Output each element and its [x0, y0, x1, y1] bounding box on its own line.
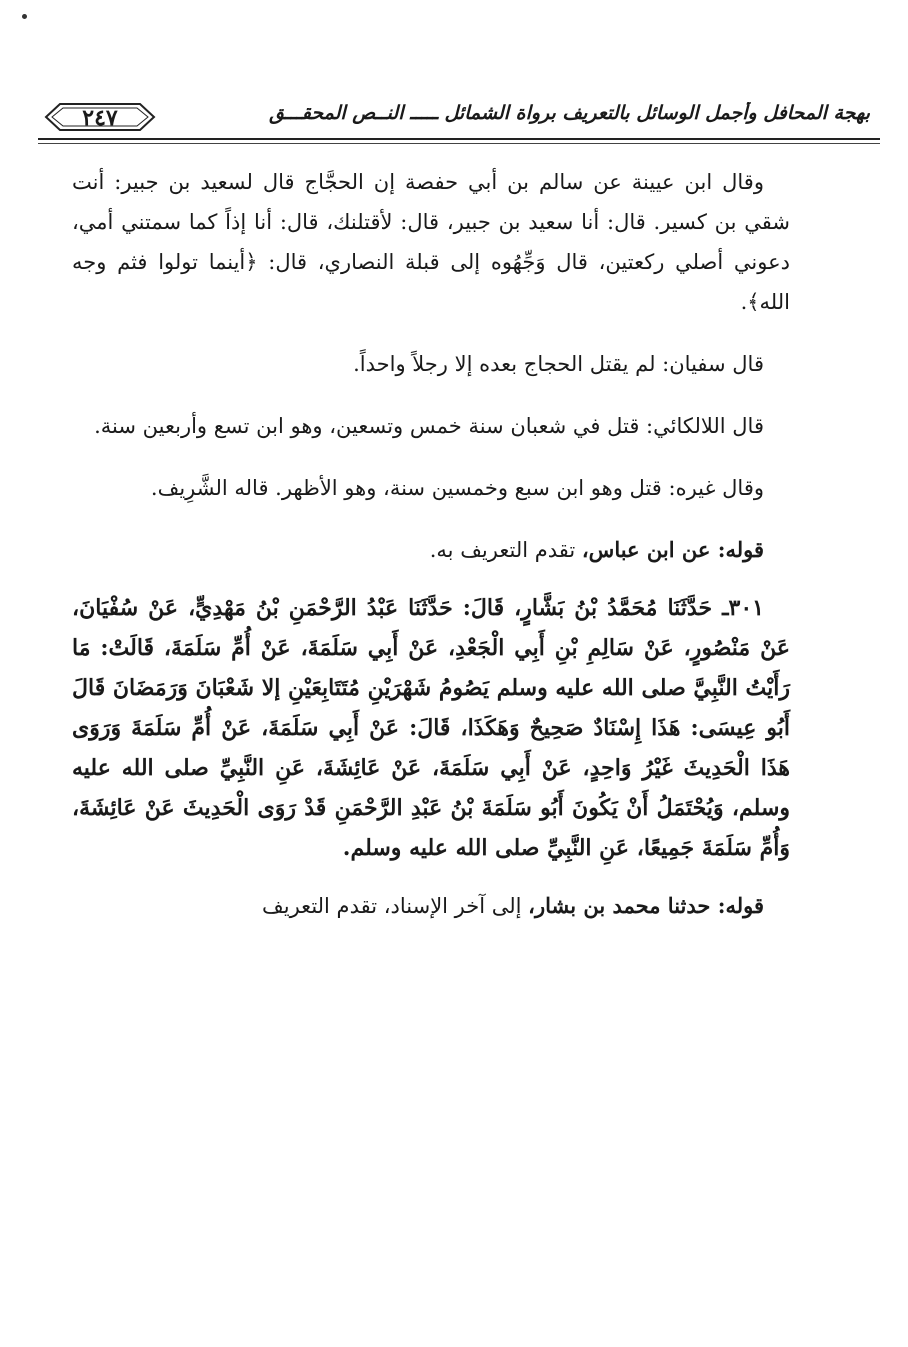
page-body [72, 162, 790, 948]
commentary-text: تقدم التعريف به. [429, 538, 582, 562]
paragraph-ghayruh: وقال غيره: قتل وهو ابن سبع وخمسين سنة، وهو الأظهر. قاله الشَّرِيف. [150, 476, 764, 500]
header-rule [38, 138, 880, 140]
paragraph-sufyan: قال سفيان: لم يقتل الحجاج بعده إلا رجلاً واحداً. [353, 352, 764, 376]
page-number: ٢٤٧ [82, 105, 118, 131]
hadith-301: ٣٠١ـ حَدَّثَنَا مُحَمَّدُ بْنُ بَشَّارٍ، قَالَ: حَدَّثَنَا عَبْدُ الرَّحْمَنِ بْنُ مَهْدِيٍّ، عَنْ سُفْيَانَ، عَنْ مَنْصُورٍ، عَنْ سَالِمِ بْنِ أَبِي الْجَعْدِ، عَنْ أَبِي سَلَمَةَ، عَنْ أُمِّ سَلَمَةَ، قَالَتْ: مَا رَأَيْتُ النَّبِيَّ صلى الله عليه وسلم يَصُومُ شَهْرَيْنِ مُتَتَابِعَيْنِ إلا شَعْبَانَ وَرَمَضَانَ قَالَ أَبُو عِيسَى: هَذَا إِسْنَادٌ صَحِيحٌ وَهَكَذَا، قَالَ: عَنْ أَبِي سَلَمَةَ، عَنْ أُمِّ سَلَمَةَ وَرَوَى هَذَا الْحَدِيثَ غَيْرُ وَاحِدٍ، عَنْ أَبِي سَلَمَةَ، عَنْ عَائِشَةَ، عَنِ النَّبِيِّ صلى الله عليه وسلم، وَيُحْتَمَلُ أَنْ يَكُونَ أَبُو سَلَمَةَ بْنُ عَبْدِ الرَّحْمَنِ قَدْ رَوَى الْحَدِيثَ عَنْ عَائِشَةَ، وَأُمِّ سَلَمَةَ جَمِيعًا، عَنِ النَّبِيِّ صلى الله عليه وسلم. [72, 595, 790, 861]
paragraph-ibn-uyaynah: وقال ابن عيينة عن سالم بن أبي حفصة إن الحجَّاج قال لسعيد بن جبير: أنت شقي بن كسير. قال: أنا سعيد بن جبير، قال: لأقتلنك، قال: أنا إذاً كما سمتني أمي، دعوني أصلي ركعتين، قال وَجِّهُوه إلى قبلة النصاري، قال: ﴿أينما تولوا فثم وجه الله﴾. [72, 170, 790, 314]
paragraph-lalakai: قال اللالكائي: قتل في شعبان سنة خمس وتسعين، وهو ابن تسع وأربعين سنة. [94, 414, 764, 438]
paragraph-qawluh-ibn-abbas [72, 530, 790, 570]
book-title: بهجة المحافل وأجمل الوسائل بالتعريف برواة الشمائل ـــــ النــص المحقـــق [269, 102, 870, 124]
header-rule-thin [38, 143, 880, 144]
commentary-text: إلى آخر الإسناد، تقدم التعريف [262, 894, 529, 918]
running-header [38, 96, 880, 142]
paragraph-qawluh-bashar [72, 886, 790, 926]
page-number-badge [44, 102, 156, 132]
corner-dot [22, 14, 27, 19]
commentary-lead: قوله: حدثنا محمد بن بشار، [528, 893, 764, 918]
commentary-lead: قوله: عن ابن عباس، [581, 537, 764, 562]
